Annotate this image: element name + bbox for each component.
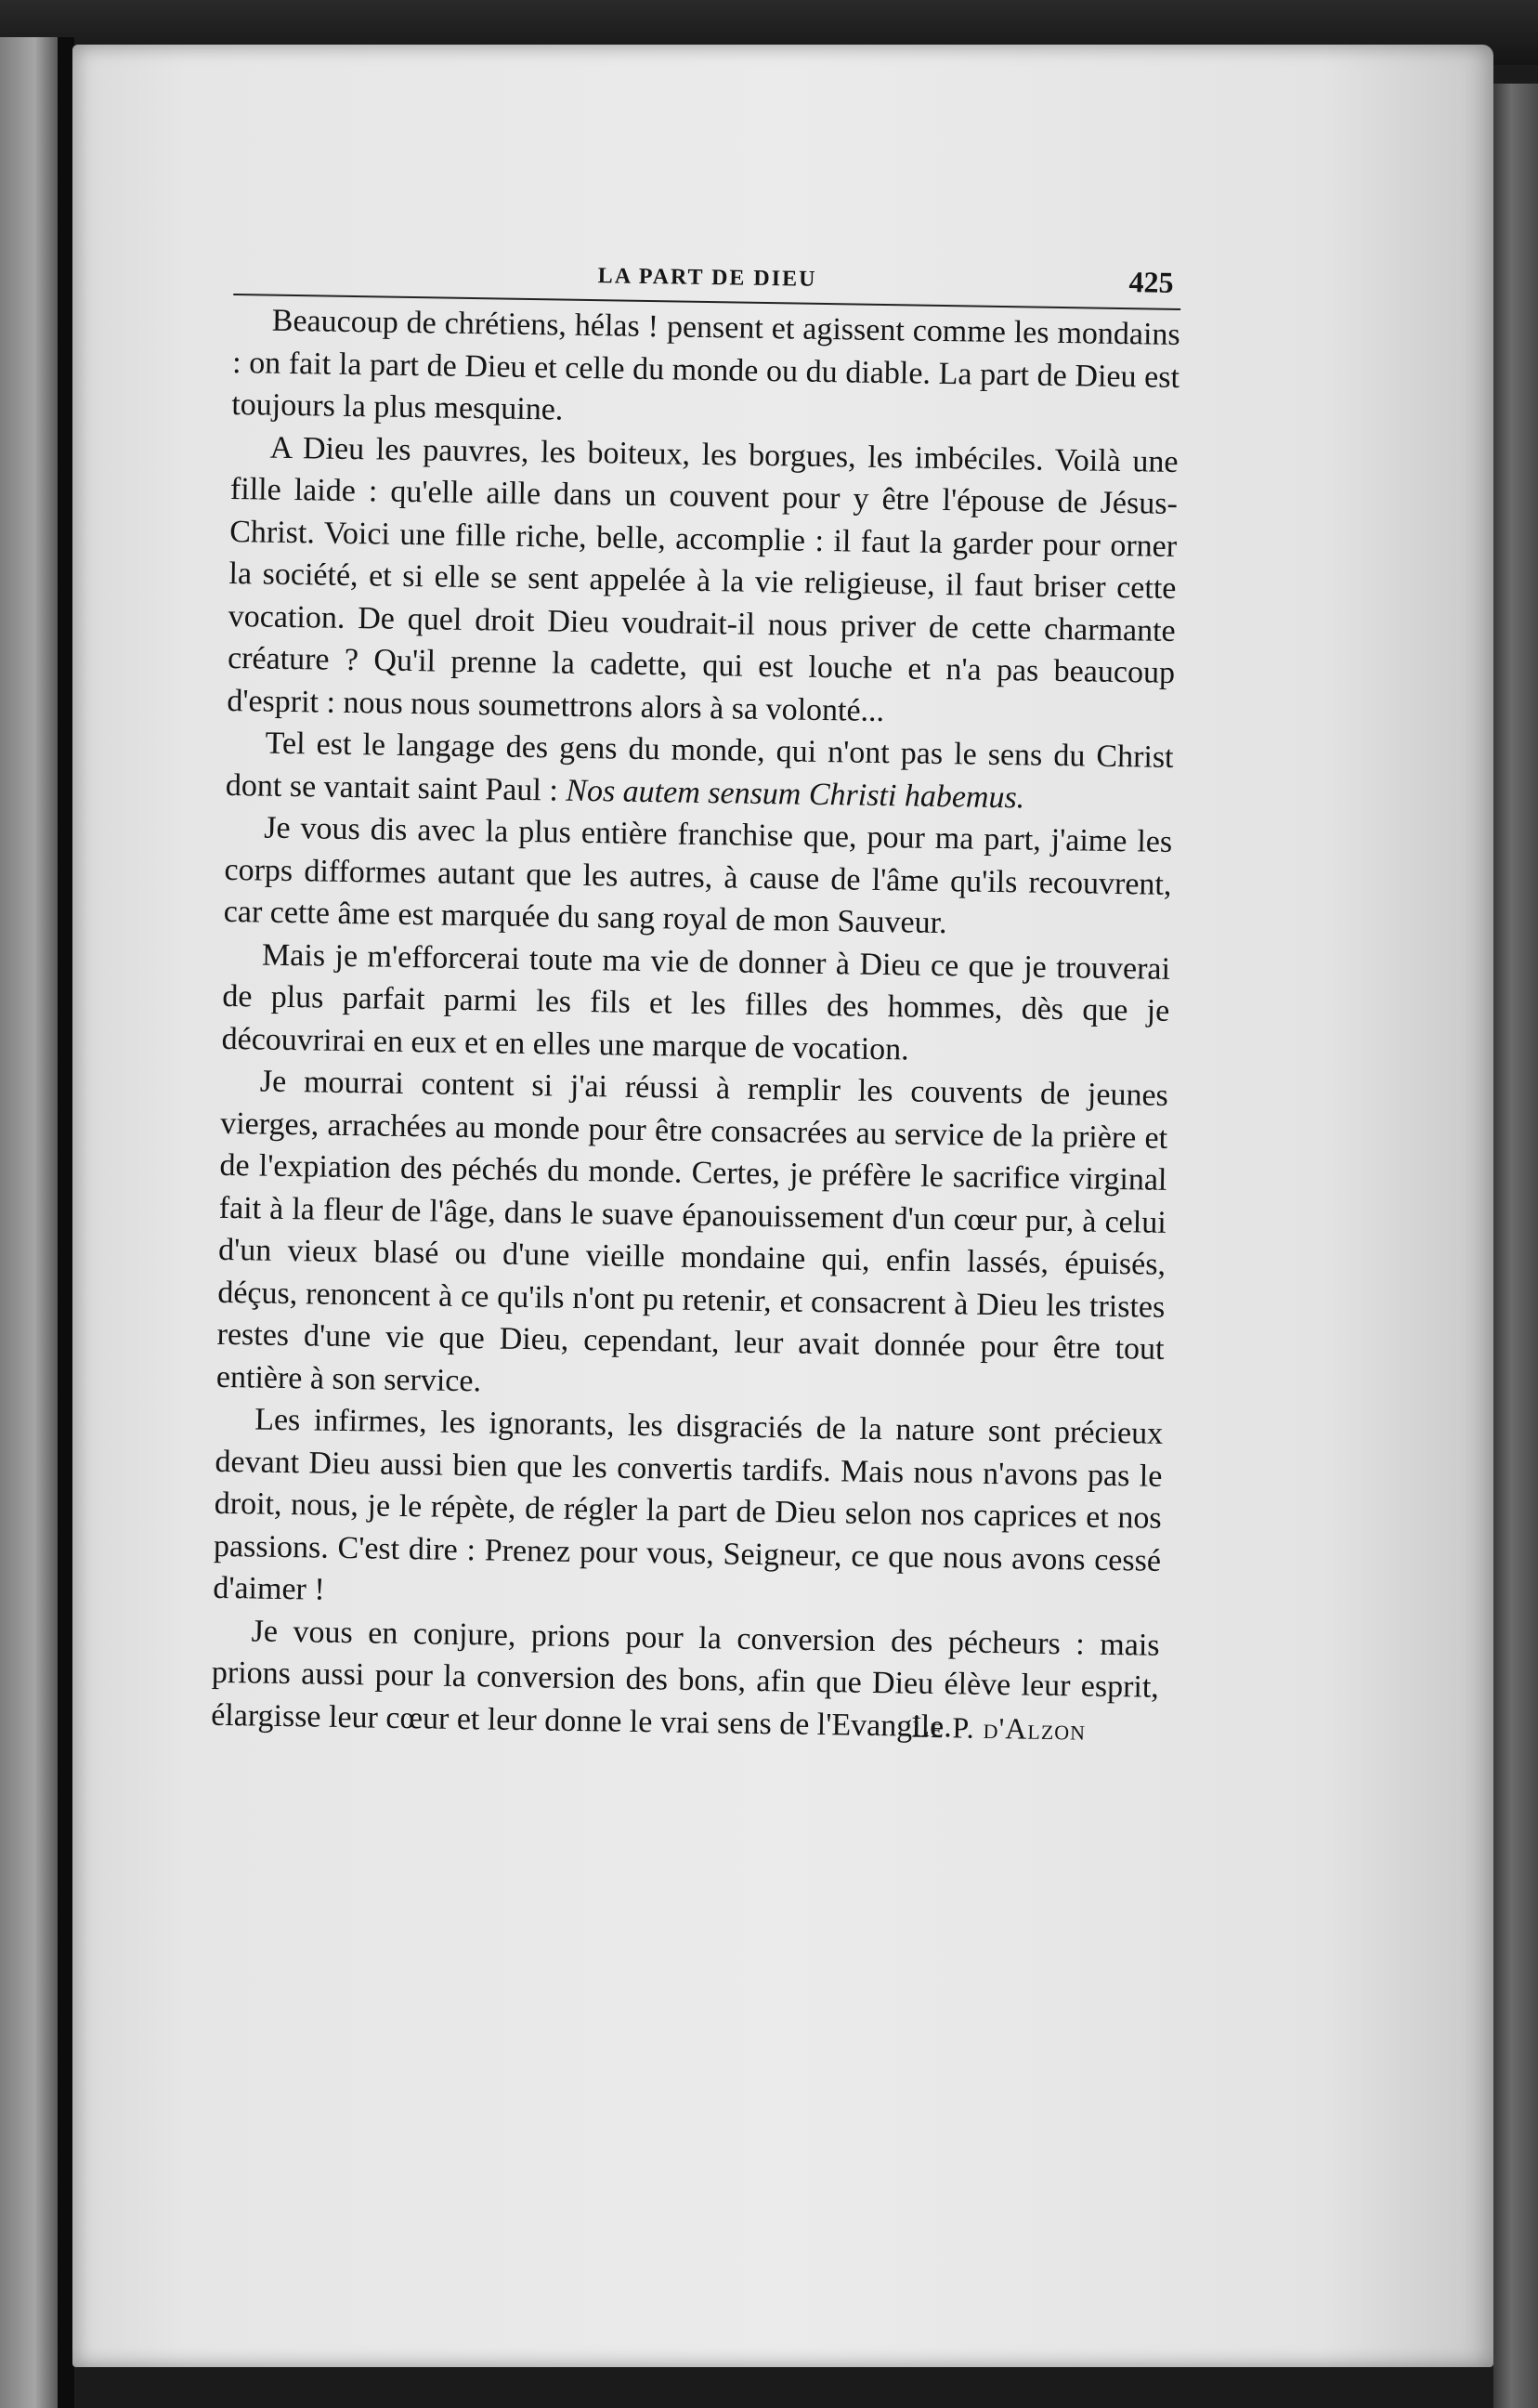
paragraph-text: Tel est le langage des gens du monde, qui n'ont pas le sens du Christ dont se vantait saint Paul : [225, 726, 1174, 808]
paragraph-text: A Dieu les pauvres, les boiteux, les borgues, les imbéciles. Voilà une fille laide : qu'elle aille dans un couvent pour y être l'épouse de Jésus-Christ. Voici une fille riche, belle, accomplie : il faut la garder pour orner la société, et si elle se sent appelée à la vie religieuse, il faut briser cette vocation. De quel droit Dieu voudrait-il nous priver de cette charmante créature ? Qu'il prenne la cadette, qui est louche et n'a pas beaucoup d'esprit : nous nous soumettrons alors à sa volonté... [227, 430, 1179, 728]
paragraph [227, 425, 1179, 736]
paragraph [216, 1060, 1169, 1413]
paragraph-text: Mais je m'efforcerai toute ma vie de donner à Dieu ce que je trouverai de plus parfait parmi les fils et les filles des hommes, dès que je découvrirai en eux et en elles une marque de vocation. [221, 937, 1171, 1067]
running-title: LA PART DE DIEU [597, 264, 817, 292]
paragraph [223, 806, 1172, 949]
paragraph [213, 1398, 1163, 1624]
paragraph [231, 299, 1180, 441]
latin-quote: Nos autem sensum Christi habemus. [566, 773, 1025, 815]
paragraph-text: Les infirmes, les ignorants, les disgraciés de la nature sont précieux devant Dieu aussi bien que les convertis tardifs. Mais nous n'avons pas le droit, nous, je le répète, de régler la part de Dieu selon nos caprices et nos passions. C'est dire : Prenez pour vous, Seigneur, ce que nous avons cessé d'aimer ! [213, 1402, 1164, 1607]
page-content [210, 251, 1181, 1796]
paragraph-text: Je vous dis avec la plus entière franchise que, pour ma part, j'aime les corps difformes autant que les autres, à cause de l'âme qu'ils recouvrent, car cette âme est marquée du sang royal de mon Sauveur. [223, 810, 1173, 941]
body-text [210, 299, 1180, 1796]
facing-page-edge [0, 37, 58, 2408]
paragraph [226, 722, 1174, 821]
author-signature: Le P. d'Alzon [911, 1709, 1087, 1747]
page-stack-edge [1493, 84, 1538, 2408]
paragraph [221, 933, 1170, 1075]
page-number: 425 [1128, 265, 1174, 299]
paragraph-text: Je mourrai content si j'ai réussi à remplir les couvents de jeunes vierges, arrachées au monde pour être consacrées au service de la prière et de l'expiation des péchés du monde. Certes, je préfère le sacrifice virginal fait à la fleur de l'âge, dans le suave épanouissement d'un cœur pur, à celui d'un vieux blasé ou d'une vieille mondaine qui, enfin lassés, épuisés, déçus, renoncent à ce qu'ils n'ont pu retenir, et consacrent à Dieu les tristes restes d'une vie que Dieu, cependant, leur avait donnée pour être tout entière à son service. [215, 1064, 1169, 1398]
paragraph-text: Je vous en conjure, prions pour la conversion des pécheurs : mais prions aussi pour la conversion des bons, afin que Dieu élève leur esprit, élargisse leur cœur et leur donne le vrai sens de l'Evangile. [210, 1613, 1160, 1744]
paragraph-text: Beaucoup de chrétiens, hélas ! pensent et agissent comme les mondains : on fait la part de Dieu et celle du monde ou du diable. La part de Dieu est toujours la plus mesquine. [231, 303, 1180, 427]
